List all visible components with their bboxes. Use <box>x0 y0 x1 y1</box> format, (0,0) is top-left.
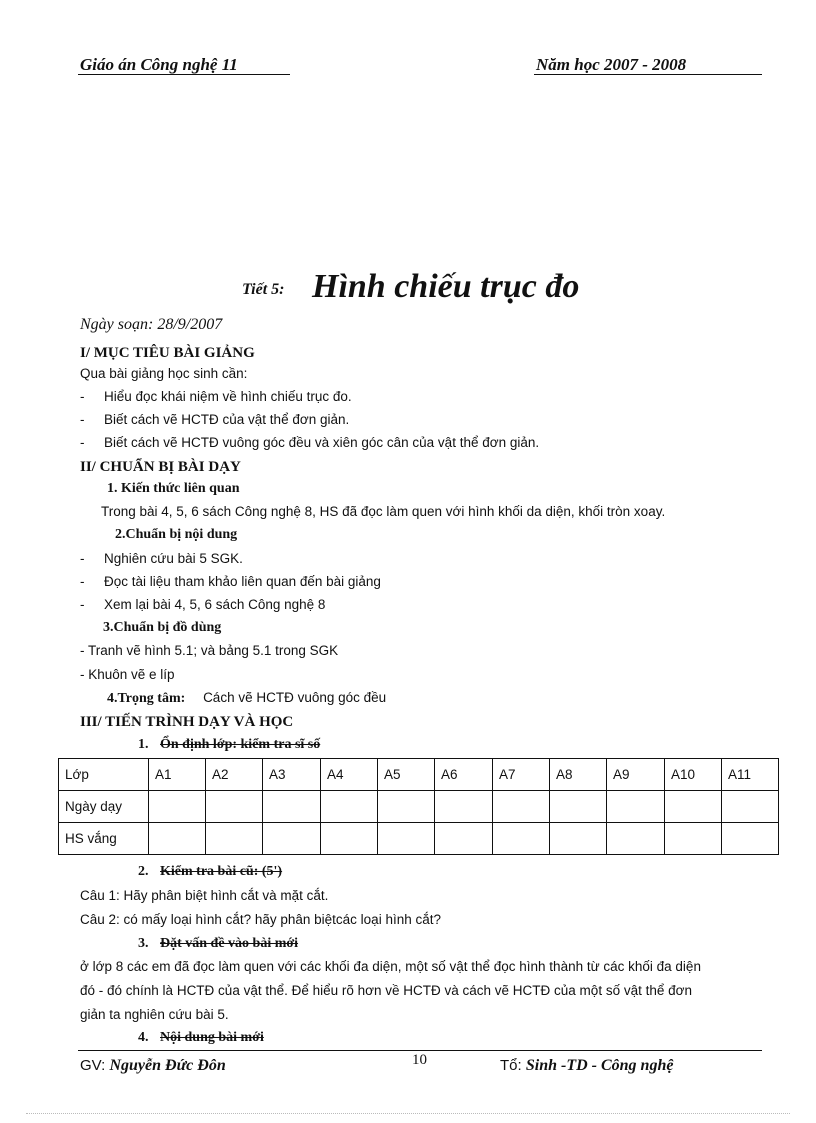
footer-gv-label: GV: <box>80 1057 106 1074</box>
table-header-cell: A1 <box>149 759 206 791</box>
page-number: 10 <box>412 1052 427 1068</box>
list-item: - Nghiên cứu bài 5 SGK. <box>80 551 243 566</box>
list-item: - Biết cách vẽ HCTĐ của vật thể đơn giản. <box>80 412 350 427</box>
step-2-label: Kiểm tra bài cũ: (5') <box>160 864 283 879</box>
table-row-label: HS vắng <box>59 823 149 855</box>
subsection-4-text: Cách vẽ HCTĐ vuông góc đều <box>203 690 387 705</box>
page-title: Hình chiếu trục đo <box>312 268 580 305</box>
section-1-heading: I/ MỤC TIÊU BÀI GIẢNG <box>80 345 255 361</box>
step-3: 3. Đặt vấn đề vào bài mới <box>138 936 299 951</box>
header-left-underline <box>78 74 290 75</box>
lesson-number: Tiết 5: <box>242 281 285 298</box>
table-header-cell: A5 <box>378 759 435 791</box>
table-header-cell: A2 <box>206 759 263 791</box>
header-right: Năm học 2007 - 2008 <box>536 55 687 74</box>
table-header-cell: A8 <box>550 759 607 791</box>
subsection-4-label: 4.Trọng tâm: <box>107 691 186 706</box>
section-2-heading: II/ CHUẨN BỊ BÀI DẠY <box>80 459 241 475</box>
table-header-cell: A7 <box>493 759 550 791</box>
step-3-label: Đặt vấn đề vào bài mới <box>160 936 299 951</box>
attendance-table <box>58 758 779 855</box>
subsection-4 <box>107 690 386 707</box>
paragraph-line: đó - đó chính là HCTĐ của vật thể. Để hiểu rõ hơn về HCTĐ và cách vẽ HCTĐ của một số vật thể đơn <box>80 983 692 998</box>
footer-to-name: Sinh -TD - Công nghệ <box>525 1057 674 1074</box>
step-4: 4. Nội dung bài mới <box>138 1030 264 1045</box>
table-header-cell: Lớp <box>59 759 149 791</box>
header-left: Giáo án Công nghệ 11 <box>80 55 238 74</box>
list-item: - Khuôn vẽ e líp <box>80 667 175 682</box>
table-row <box>59 823 779 855</box>
footer-rule <box>78 1050 762 1051</box>
subsection-1-label: 1. Kiến thức liên quan <box>107 481 240 496</box>
table-header-cell: A6 <box>435 759 493 791</box>
question-2: Câu 2: có mấy loại hình cắt? hãy phân biệtcác loại hình cắt? <box>80 912 441 927</box>
step-1-label: Ổn định lớp: kiểm tra sĩ số <box>160 737 321 752</box>
table-header-cell: A11 <box>722 759 779 791</box>
paragraph-line: ở lớp 8 các em đã đọc làm quen với các khối đa diện, một số vật thể đọc hình thành từ các khối đa diện <box>80 959 701 974</box>
list-item: - Xem lại bài 4, 5, 6 sách Công nghệ 8 <box>80 597 326 612</box>
question-1: Câu 1: Hãy phân biệt hình cắt và mặt cắt. <box>80 888 329 903</box>
table-header-cell: A10 <box>665 759 722 791</box>
section-3-heading: III/ TIẾN TRÌNH DẠY VÀ HỌC <box>80 714 294 730</box>
subsection-2-label: 2.Chuẩn bị nội dung <box>115 527 238 542</box>
list-item: - Hiểu đọc khái niệm về hình chiếu trục đo. <box>80 389 352 404</box>
section-1-intro: Qua bài giảng học sinh cần: <box>80 366 248 381</box>
prepared-date: Ngày soạn: 28/9/2007 <box>80 316 223 333</box>
list-item: - Biết cách vẽ HCTĐ vuông góc đều và xiên góc cân của vật thể đơn giản. <box>80 435 540 450</box>
table-header-cell: A9 <box>607 759 665 791</box>
subsection-1-text: Trong bài 4, 5, 6 sách Công nghệ 8, HS đã đọc làm quen với hình khối da diện, khối tròn xoay. <box>101 504 666 519</box>
table-header-cell: A3 <box>263 759 321 791</box>
step-2: 2. Kiểm tra bài cũ: (5') <box>138 864 283 879</box>
table-row <box>59 759 779 791</box>
step-4-label: Nội dung bài mới <box>160 1030 264 1045</box>
footer-department <box>500 1057 673 1075</box>
step-1: 1. Ổn định lớp: kiểm tra sĩ số <box>138 737 321 752</box>
header-right-underline <box>534 74 762 75</box>
footer-to-label: Tổ: <box>500 1057 522 1074</box>
footer-gv-name: Nguyễn Đức Đôn <box>109 1057 226 1074</box>
list-item: - Đọc tài liệu tham khảo liên quan đến bài giảng <box>80 574 381 589</box>
table-header-cell: A4 <box>321 759 378 791</box>
table-row-label: Ngày dạy <box>59 791 149 823</box>
footer-teacher <box>80 1057 226 1075</box>
subsection-3-label: 3.Chuẩn bị đồ dùng <box>103 620 222 635</box>
table-row <box>59 791 779 823</box>
paragraph-line: giản ta nghiên cứu bài 5. <box>80 1007 229 1022</box>
list-item: - Tranh vẽ hình 5.1; và bảng 5.1 trong SGK <box>80 643 339 658</box>
page-bottom-dotted-line <box>26 1113 790 1114</box>
